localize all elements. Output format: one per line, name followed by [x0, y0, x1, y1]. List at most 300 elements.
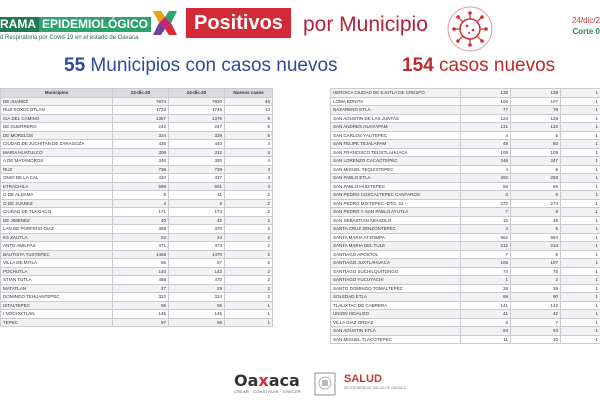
- corte-label: Corte 0: [572, 27, 600, 36]
- table-row: [331, 216, 600, 225]
- table-row: [331, 89, 600, 98]
- cases-prev-cell: 1367: [113, 114, 169, 123]
- table-row: [331, 327, 600, 336]
- salud-subtitle: SECRETARÍA DE SALUD DE OAXACA: [344, 386, 406, 390]
- cases-prev-cell: 138: [461, 89, 511, 98]
- new-cases-cell: 1: [561, 157, 600, 166]
- cases-current-cell: 329: [169, 131, 225, 140]
- new-cases-cell: 2: [225, 233, 273, 242]
- table-row: [1, 293, 273, 302]
- cases-prev-cell: 38: [461, 284, 511, 293]
- cases-prev-cell: 27: [113, 284, 169, 293]
- cases-prev-cell: 9: [113, 191, 169, 200]
- cases-label: casos nuevos: [438, 55, 556, 76]
- cases-prev-cell: 246: [461, 157, 511, 166]
- cases-current-cell: 1745: [169, 106, 225, 115]
- cases-current-cell: 42: [169, 216, 225, 225]
- table-row: [1, 233, 273, 242]
- oaxaca-tagline: CREAR · CONSTRUIR · CRECER: [234, 389, 301, 394]
- municipio-cell: I NOCHIXTLAN: [1, 310, 113, 319]
- table-row: [331, 233, 600, 242]
- cases-current-cell: 75: [511, 267, 561, 276]
- cases-current-cell: 563: [511, 233, 561, 242]
- new-cases-cell: 5: [225, 123, 273, 132]
- por-municipio-title: por Municipio: [303, 13, 428, 36]
- banner-epidemiologico: EPIDEMIOLÓGICO: [39, 17, 151, 32]
- table-row: [1, 123, 273, 132]
- cases-current-cell: 42: [511, 310, 561, 319]
- new-cases-cell: 2: [225, 216, 273, 225]
- cases-prev-cell: 124: [461, 114, 511, 123]
- cases-current-cell: 109: [511, 148, 561, 157]
- municipios-label: Municipios con casos nuevos: [90, 55, 338, 76]
- municipio-cell: ETRACHILA: [1, 182, 113, 191]
- table-row: [1, 97, 273, 106]
- municipio-cell: IXTALTEPEC: [1, 301, 113, 310]
- new-cases-cell: -1: [561, 335, 600, 344]
- new-cases-cell: 1: [561, 165, 600, 174]
- municipio-cell: VILLA DE MITLA: [1, 259, 113, 268]
- cases-prev-cell: 131: [461, 123, 511, 132]
- municipio-cell: DE JIMENEZ: [1, 216, 113, 225]
- table-row: [331, 182, 600, 191]
- cases-prev-cell: 1468: [113, 250, 169, 259]
- municipio-cell: TEPEC: [1, 318, 113, 327]
- municipio-cell: LOMA BONITA: [331, 97, 461, 106]
- new-cases-cell: 1: [561, 191, 600, 200]
- cases-prev-cell: 368: [113, 225, 169, 234]
- table-row: [1, 225, 273, 234]
- cases-current-cell: 9: [511, 191, 561, 200]
- banner-rama: RAMA: [0, 17, 39, 32]
- new-cases-cell: 1: [561, 242, 600, 251]
- new-cases-cell: 1: [561, 225, 600, 234]
- table-row: [1, 208, 273, 217]
- report-date: 24/dic/2: [571, 16, 600, 25]
- municipio-cell: SAN MIGUEL TEQUIXTEPEC: [331, 165, 461, 174]
- table-row: [1, 216, 273, 225]
- new-cases-cell: 46: [225, 97, 273, 106]
- new-cases-cell: 2: [225, 284, 273, 293]
- table-row: [331, 276, 600, 285]
- new-cases-cell: 1: [561, 310, 600, 319]
- municipio-cell: SAN SEBASTIAN ABASOLO: [331, 216, 461, 225]
- cases-prev-cell: 346: [113, 157, 169, 166]
- new-cases-cell: 4: [225, 157, 273, 166]
- new-cases-cell: 1: [561, 106, 600, 115]
- municipio-cell: SANTA MARIA ATZOMPA: [331, 233, 461, 242]
- new-cases-cell: 2: [225, 259, 273, 268]
- cases-prev-cell: 40: [113, 216, 169, 225]
- cases-current-cell: 324: [169, 293, 225, 302]
- municipio-cell: SAN PEDRO Y SAN PABLO AYUTLA: [331, 208, 461, 217]
- cases-current-cell: 293: [511, 174, 561, 183]
- municipio-cell: A DE MATAMOROS: [1, 157, 113, 166]
- cases-current-cell: 601: [169, 182, 225, 191]
- table-row: [331, 97, 600, 106]
- table-row: [1, 140, 273, 149]
- cases-current-cell: 90: [511, 293, 561, 302]
- table-row: [331, 165, 600, 174]
- municipio-cell: SAN FRANCISCO TELIXTLAHUACA: [331, 148, 461, 157]
- table-row: [331, 318, 600, 327]
- positivos-title: Positivos: [186, 8, 291, 38]
- cases-current-cell: 440: [169, 140, 225, 149]
- table-row: [331, 140, 600, 149]
- cases-current-cell: 2: [511, 276, 561, 285]
- table-row: [1, 182, 273, 191]
- header-municipios: Municipios: [1, 89, 113, 98]
- table-row: [331, 157, 600, 166]
- table-row: [1, 165, 273, 174]
- table-row: [331, 250, 600, 259]
- cases-current-cell: 437: [169, 174, 225, 183]
- cases-prev-cell: 41: [461, 310, 511, 319]
- municipio-cell: CIUDAD DE TLAXIACO: [1, 208, 113, 217]
- new-cases-cell: 1: [561, 97, 600, 106]
- cases-current-cell: 6: [169, 199, 225, 208]
- municipio-cell: O DE JUAREZ: [1, 199, 113, 208]
- table-row: [331, 106, 600, 115]
- new-cases-cell: 1: [225, 310, 273, 319]
- cases-current-cell: 739: [169, 165, 225, 174]
- cases-current-cell: 107: [511, 259, 561, 268]
- table-row: [1, 284, 273, 293]
- table-row: [331, 259, 600, 268]
- cases-current-cell: 59: [511, 182, 561, 191]
- table-row: [331, 208, 600, 217]
- table-row: [331, 199, 600, 208]
- municipio-cell: MATATLAN: [1, 284, 113, 293]
- cases-current-cell: 247: [511, 157, 561, 166]
- cases-prev-cell: 4: [461, 131, 511, 140]
- municipio-cell: UNION HIDALGO: [331, 310, 461, 319]
- table-row: [331, 174, 600, 183]
- table-row: [1, 148, 273, 157]
- municipio-cell: CIUDAD DE JUCHITAN DE ZARAGOZA: [1, 140, 113, 149]
- table-row: [331, 114, 600, 123]
- new-cases-cell: 1: [561, 123, 600, 132]
- cases-count: 154: [402, 55, 434, 76]
- table-row: [331, 284, 600, 293]
- cases-current-cell: 273: [511, 199, 561, 208]
- cases-prev-cell: 94: [461, 327, 511, 336]
- cases-current-cell: 107: [511, 97, 561, 106]
- new-cases-cell: 2: [225, 191, 273, 200]
- cases-current-cell: 132: [511, 123, 561, 132]
- municipio-cell: SAN PEDRO MIXTEPEC -DTO. 22 -: [331, 199, 461, 208]
- cases-prev-cell: 106: [461, 259, 511, 268]
- municipio-cell: SAN FELIPE TEJALAPAM: [331, 140, 461, 149]
- left-municipios-table: [0, 88, 273, 327]
- new-cases-cell: 1: [561, 318, 600, 327]
- table-row: [1, 250, 273, 259]
- cases-current-cell: 350: [169, 157, 225, 166]
- oaxaca-logo: [234, 373, 310, 397]
- new-cases-cell: 2: [225, 267, 273, 276]
- cases-prev-cell: 242: [113, 123, 169, 132]
- municipio-cell: SANTA CRUZ ZENZONTEPEC: [331, 225, 461, 234]
- new-cases-cell: 1: [561, 140, 600, 149]
- cases-prev-cell: 212: [461, 242, 511, 251]
- cases-prev-cell: 4: [461, 225, 511, 234]
- municipios-count: 55: [64, 55, 86, 76]
- cases-current-cell: 1376: [169, 114, 225, 123]
- cases-prev-cell: 308: [113, 148, 169, 157]
- cases-prev-cell: 272: [461, 199, 511, 208]
- cases-summary: [402, 54, 555, 78]
- cases-current-cell: 11: [169, 191, 225, 200]
- municipio-cell: MARIA HUATULCO: [1, 148, 113, 157]
- new-cases-cell: 1: [561, 293, 600, 302]
- banner-subtitle: d Respiratoria por Covid-19 en el estado de Oaxaca: [0, 35, 139, 41]
- new-cases-cell: 3: [225, 182, 273, 191]
- cases-prev-cell: 140: [113, 267, 169, 276]
- cases-current-cell: 142: [169, 267, 225, 276]
- table-row: [331, 267, 600, 276]
- cases-current-cell: 370: [169, 225, 225, 234]
- virus-icon: [445, 4, 495, 54]
- municipio-cell: SAN ANDRES HUAYAPAM: [331, 123, 461, 132]
- new-cases-cell: 1: [561, 259, 600, 268]
- new-cases-cell: 3: [225, 174, 273, 183]
- new-cases-cell: 1: [561, 267, 600, 276]
- table-row: [1, 310, 273, 319]
- new-cases-cell: 2: [225, 276, 273, 285]
- new-cases-cell: 1: [561, 301, 600, 310]
- new-cases-cell: 1: [561, 148, 600, 157]
- cases-prev-cell: 58: [461, 182, 511, 191]
- cases-current-cell: 1470: [169, 250, 225, 259]
- cases-current-cell: 8: [511, 250, 561, 259]
- table-header-row: [1, 89, 273, 98]
- cases-current-cell: 7: [511, 318, 561, 327]
- new-cases-cell: 2: [225, 225, 273, 234]
- municipio-cell: TLALIXTAC DE CABRERA: [331, 301, 461, 310]
- oaxaca-logo-suffix: aca: [268, 371, 300, 390]
- new-cases-cell: 13: [225, 106, 273, 115]
- cases-prev-cell: 562: [461, 233, 511, 242]
- municipio-cell: SANTIAGO APOSTOL: [331, 250, 461, 259]
- cases-current-cell: 98: [169, 318, 225, 327]
- municipio-cell: ANTO AMILPAS: [1, 242, 113, 251]
- table-row: [1, 199, 273, 208]
- cases-prev-cell: 434: [113, 174, 169, 183]
- municipio-cell: CIA DEL CAMINO: [1, 114, 113, 123]
- cases-current-cell: 146: [169, 310, 225, 319]
- new-cases-cell: 1: [225, 318, 273, 327]
- new-cases-cell: 2: [225, 208, 273, 217]
- municipio-cell: SAN PABLO HUIXTEPEC: [331, 182, 461, 191]
- cases-current-cell: 7920: [169, 97, 225, 106]
- table-row: [331, 310, 600, 319]
- header-date-2: 24-dic-20: [169, 89, 225, 98]
- cases-prev-cell: 49: [461, 140, 511, 149]
- new-cases-cell: -1: [561, 327, 600, 336]
- cases-current-cell: 78: [511, 106, 561, 115]
- new-cases-cell: 1: [561, 114, 600, 123]
- cases-current-cell: 16: [511, 216, 561, 225]
- cases-current-cell: 247: [169, 123, 225, 132]
- table-row: [331, 148, 600, 157]
- header-new-cases: Nuevos casos: [225, 89, 273, 98]
- new-cases-cell: 2: [225, 242, 273, 251]
- table-row: [1, 259, 273, 268]
- table-row: [331, 335, 600, 344]
- new-cases-cell: 1: [561, 276, 600, 285]
- municipio-cell: POCHUTLA: [1, 267, 113, 276]
- municipio-cell: STIAN TUTLA: [1, 276, 113, 285]
- cases-prev-cell: 6: [461, 318, 511, 327]
- new-cases-cell: 1: [561, 284, 600, 293]
- table-row: [1, 131, 273, 140]
- municipio-cell: ES ZAUTLA: [1, 233, 113, 242]
- oaxaca-logo-x: x: [258, 371, 269, 390]
- cases-current-cell: 29: [169, 284, 225, 293]
- cases-prev-cell: 106: [461, 97, 511, 106]
- cases-current-cell: 8: [511, 208, 561, 217]
- table-row: [1, 106, 273, 115]
- new-cases-cell: 1: [561, 131, 600, 140]
- cases-prev-cell: 141: [461, 301, 511, 310]
- municipio-cell: SAN MIGUEL TLACOTEPEC: [331, 335, 461, 344]
- cases-prev-cell: 598: [113, 182, 169, 191]
- new-cases-cell: 1: [561, 89, 600, 98]
- municipio-cell: SANTIAGO JUXTLAHUACA: [331, 259, 461, 268]
- municipio-cell: SANTIAGO SUCHILQUITONGO: [331, 267, 461, 276]
- table-row: [1, 276, 273, 285]
- municipio-cell: VILLA DIAZ ORDAZ: [331, 318, 461, 327]
- cases-prev-cell: 1732: [113, 106, 169, 115]
- table-row: [1, 174, 273, 183]
- cases-current-cell: 213: [511, 242, 561, 251]
- table-row: [331, 191, 600, 200]
- municipio-cell: HEROICA CIUDAD DE EJUTLA DE CRESPO: [331, 89, 461, 98]
- municipio-cell: BAUTISTA TUXTEPEC: [1, 250, 113, 259]
- cases-prev-cell: 55: [113, 301, 169, 310]
- table-row: [1, 318, 273, 327]
- program-banner: [0, 8, 150, 40]
- municipio-cell: SAN PABLO ETLA: [331, 174, 461, 183]
- new-cases-cell: 4: [225, 148, 273, 157]
- cases-prev-cell: 108: [461, 148, 511, 157]
- cases-prev-cell: 77: [461, 106, 511, 115]
- cases-current-cell: 24: [169, 233, 225, 242]
- cases-prev-cell: 97: [113, 318, 169, 327]
- table-row: [331, 225, 600, 234]
- cases-current-cell: 56: [169, 301, 225, 310]
- new-cases-cell: 1: [561, 182, 600, 191]
- new-cases-cell: 2: [225, 293, 273, 302]
- new-cases-cell: 2: [225, 250, 273, 259]
- municipio-cell: SAN AGUSTIN ETLA: [331, 327, 461, 336]
- municipio-cell: SANTIAGO YUCUYACHI: [331, 276, 461, 285]
- table-row: [1, 267, 273, 276]
- municipio-cell: RUZ: [1, 165, 113, 174]
- table-row: [1, 301, 273, 310]
- cases-prev-cell: 22: [113, 233, 169, 242]
- municipio-cell: DE JUAREZ: [1, 97, 113, 106]
- cases-prev-cell: 89: [461, 293, 511, 302]
- new-cases-cell: 4: [225, 140, 273, 149]
- new-cases-cell: 1: [561, 250, 600, 259]
- cases-prev-cell: 736: [113, 165, 169, 174]
- cases-current-cell: 470: [169, 276, 225, 285]
- cases-prev-cell: 468: [113, 276, 169, 285]
- cases-prev-cell: 74: [461, 267, 511, 276]
- new-cases-cell: 1: [561, 208, 600, 217]
- municipio-cell: DE MORELOS: [1, 131, 113, 140]
- new-cases-cell: 2: [225, 199, 273, 208]
- colored-x-logo-icon: [151, 9, 179, 37]
- cases-prev-cell: 7874: [113, 97, 169, 106]
- right-municipios-table: [330, 88, 600, 344]
- cases-prev-cell: 292: [461, 174, 511, 183]
- state-seal-icon: [314, 372, 336, 396]
- table-row: [1, 157, 273, 166]
- cases-prev-cell: 171: [113, 208, 169, 217]
- table-row: [1, 242, 273, 251]
- municipio-cell: RUZ XOXOCOTLAN: [1, 106, 113, 115]
- table-row: [1, 191, 273, 200]
- cases-current-cell: 5: [511, 225, 561, 234]
- municipio-cell: LAN DE PORFIRIO DIAZ: [1, 225, 113, 234]
- table-row: [331, 293, 600, 302]
- new-cases-cell: 5: [225, 131, 273, 140]
- cases-current-cell: 139: [511, 89, 561, 98]
- cases-current-cell: 10: [511, 335, 561, 344]
- table-row: [1, 114, 273, 123]
- municipios-summary: [64, 54, 338, 78]
- cases-prev-cell: 1: [461, 276, 511, 285]
- cases-prev-cell: 4: [461, 165, 511, 174]
- cases-prev-cell: 371: [113, 242, 169, 251]
- cases-prev-cell: 4: [113, 199, 169, 208]
- new-cases-cell: 1: [561, 199, 600, 208]
- table-row: [331, 242, 600, 251]
- cases-current-cell: 5: [511, 165, 561, 174]
- cases-current-cell: 39: [511, 284, 561, 293]
- cases-current-cell: 93: [511, 327, 561, 336]
- municipio-cell: SANTO DOMINGO TOMALTEPEC: [331, 284, 461, 293]
- municipio-cell: SAN LORENZO CACAOTEPEC: [331, 157, 461, 166]
- new-cases-cell: 3: [225, 165, 273, 174]
- table-row: [331, 301, 600, 310]
- cases-current-cell: 142: [511, 301, 561, 310]
- new-cases-cell: 1: [561, 233, 600, 242]
- cases-prev-cell: 324: [113, 131, 169, 140]
- cases-prev-cell: 322: [113, 293, 169, 302]
- municipio-cell: DOMINGO TEHUANTEPEC: [1, 293, 113, 302]
- oaxaca-logo-prefix: Oa: [234, 371, 259, 390]
- cases-prev-cell: 15: [461, 216, 511, 225]
- table-row: [331, 131, 600, 140]
- municipio-cell: DE GUERRERO: [1, 123, 113, 132]
- municipio-cell: SAN CARLOS YAUTEPEC: [331, 131, 461, 140]
- cases-current-cell: 312: [169, 148, 225, 157]
- cases-prev-cell: 7: [461, 250, 511, 259]
- cases-prev-cell: 436: [113, 140, 169, 149]
- new-cases-cell: 9: [225, 114, 273, 123]
- municipio-cell: SOLEDAD ETLA: [331, 293, 461, 302]
- salud-logo: SALUD: [344, 373, 382, 385]
- municipio-cell: SAN AGUSTIN DE LAS JUNTAS: [331, 114, 461, 123]
- cases-prev-cell: 7: [461, 208, 511, 217]
- cases-prev-cell: 145: [113, 310, 169, 319]
- cases-current-cell: 173: [169, 208, 225, 217]
- cases-current-cell: 5: [511, 131, 561, 140]
- municipio-cell: SAN PEDRO COXCALTEPEC CANTAROS: [331, 191, 461, 200]
